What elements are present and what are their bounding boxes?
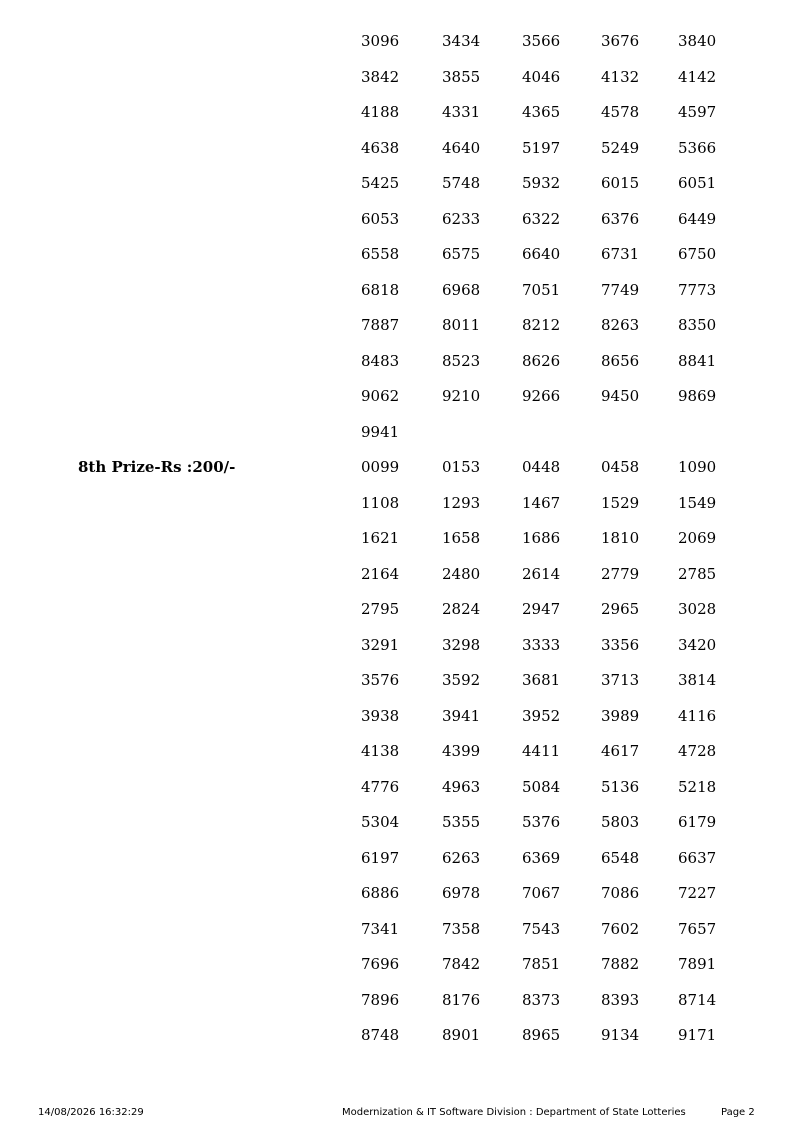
ticket-number: 6322 (522, 210, 561, 228)
ticket-number: 2785 (678, 565, 717, 583)
ticket-number: 1090 (678, 458, 717, 476)
ticket-number: 3420 (678, 636, 717, 654)
ticket-number: 6263 (442, 849, 481, 867)
ticket-number: 8011 (442, 316, 481, 334)
ticket-number: 4188 (361, 103, 400, 121)
ticket-number: 5355 (442, 813, 481, 831)
ticket-number: 2164 (361, 565, 400, 583)
ticket-number: 9941 (361, 423, 400, 441)
ticket-number: 3356 (601, 636, 640, 654)
ticket-number: 7227 (678, 884, 717, 902)
ticket-number: 6637 (678, 849, 717, 867)
ticket-number: 6750 (678, 245, 717, 263)
ticket-number: 6376 (601, 210, 640, 228)
ticket-number: 7891 (678, 955, 717, 973)
ticket-number: 9210 (442, 387, 481, 405)
ticket-number: 9869 (678, 387, 717, 405)
ticket-number: 1108 (361, 494, 400, 512)
ticket-number: 3096 (361, 32, 400, 50)
ticket-number: 8176 (442, 991, 481, 1009)
ticket-number: 8350 (678, 316, 717, 334)
ticket-number: 6015 (601, 174, 640, 192)
ticket-number: 0099 (361, 458, 400, 476)
ticket-number: 3592 (442, 671, 481, 689)
ticket-number: 0153 (442, 458, 481, 476)
ticket-number: 9171 (678, 1026, 717, 1044)
ticket-number: 1658 (442, 529, 481, 547)
ticket-number: 5366 (678, 139, 717, 157)
ticket-number: 6548 (601, 849, 640, 867)
ticket-number: 3291 (361, 636, 400, 654)
ticket-number: 3676 (601, 32, 640, 50)
ticket-number: 5803 (601, 813, 640, 831)
ticket-number: 4331 (442, 103, 481, 121)
ticket-number: 6978 (442, 884, 481, 902)
ticket-number: 8263 (601, 316, 640, 334)
ticket-number: 7543 (522, 920, 561, 938)
ticket-number: 9266 (522, 387, 561, 405)
ticket-number: 5932 (522, 174, 561, 192)
ticket-number: 4617 (601, 742, 640, 760)
ticket-number: 2779 (601, 565, 640, 583)
ticket-number: 5218 (678, 778, 717, 796)
ticket-number: 8212 (522, 316, 561, 334)
ticket-number: 4411 (522, 742, 561, 760)
ticket-number: 3989 (601, 707, 640, 725)
ticket-number: 6369 (522, 849, 561, 867)
ticket-number: 2614 (522, 565, 561, 583)
ticket-number: 0458 (601, 458, 640, 476)
ticket-number: 1810 (601, 529, 640, 547)
ticket-number: 4638 (361, 139, 400, 157)
ticket-number: 0448 (522, 458, 561, 476)
ticket-number: 4963 (442, 778, 481, 796)
ticket-number: 7773 (678, 281, 717, 299)
ticket-number: 4116 (678, 707, 717, 725)
ticket-number: 8656 (601, 352, 640, 370)
ticket-number: 1686 (522, 529, 561, 547)
ticket-number: 8965 (522, 1026, 561, 1044)
ticket-number: 6197 (361, 849, 400, 867)
footer-page-number: Page 2 (721, 1107, 755, 1118)
ticket-number: 3566 (522, 32, 561, 50)
ticket-number: 5748 (442, 174, 481, 192)
ticket-number: 5197 (522, 139, 561, 157)
ticket-number: 4728 (678, 742, 717, 760)
ticket-number: 5249 (601, 139, 640, 157)
ticket-number: 5425 (361, 174, 400, 192)
ticket-number: 3028 (678, 600, 717, 618)
ticket-number: 4046 (522, 68, 561, 86)
prize-heading: 8th Prize-Rs :200/- (78, 458, 236, 476)
ticket-number: 6731 (601, 245, 640, 263)
ticket-number: 3681 (522, 671, 561, 689)
ticket-number: 8714 (678, 991, 717, 1009)
ticket-number: 6640 (522, 245, 561, 263)
footer-division: Modernization & IT Software Division : Department of State Lotteries (342, 1107, 686, 1118)
ticket-number: 4138 (361, 742, 400, 760)
ticket-number: 7341 (361, 920, 400, 938)
ticket-number: 8373 (522, 991, 561, 1009)
ticket-number: 3842 (361, 68, 400, 86)
ticket-number: 8483 (361, 352, 400, 370)
ticket-number: 4132 (601, 68, 640, 86)
ticket-number: 4399 (442, 742, 481, 760)
ticket-number: 9134 (601, 1026, 640, 1044)
ticket-number: 3840 (678, 32, 717, 50)
ticket-number: 8841 (678, 352, 717, 370)
ticket-number: 1467 (522, 494, 561, 512)
ticket-number: 7887 (361, 316, 400, 334)
ticket-number: 1549 (678, 494, 717, 512)
ticket-number: 5376 (522, 813, 561, 831)
ticket-number: 3713 (601, 671, 640, 689)
ticket-number: 3938 (361, 707, 400, 725)
ticket-number: 8748 (361, 1026, 400, 1044)
ticket-number: 3952 (522, 707, 561, 725)
ticket-number: 4142 (678, 68, 717, 86)
ticket-number: 3333 (522, 636, 561, 654)
ticket-number: 7696 (361, 955, 400, 973)
ticket-number: 7086 (601, 884, 640, 902)
ticket-number: 2480 (442, 565, 481, 583)
ticket-number: 8626 (522, 352, 561, 370)
ticket-number: 1621 (361, 529, 400, 547)
footer-timestamp: 14/08/2026 16:32:29 (38, 1107, 144, 1118)
ticket-number: 5084 (522, 778, 561, 796)
ticket-number: 4578 (601, 103, 640, 121)
ticket-number: 2965 (601, 600, 640, 618)
ticket-number: 8523 (442, 352, 481, 370)
ticket-number: 6053 (361, 210, 400, 228)
ticket-number: 2795 (361, 600, 400, 618)
ticket-number: 3298 (442, 636, 481, 654)
ticket-number: 4776 (361, 778, 400, 796)
ticket-number: 2824 (442, 600, 481, 618)
ticket-number: 6575 (442, 245, 481, 263)
ticket-number: 4597 (678, 103, 717, 121)
ticket-number: 7749 (601, 281, 640, 299)
ticket-number: 5136 (601, 778, 640, 796)
ticket-number: 7358 (442, 920, 481, 938)
ticket-number: 7842 (442, 955, 481, 973)
ticket-number: 3576 (361, 671, 400, 689)
ticket-number: 3855 (442, 68, 481, 86)
ticket-number: 7657 (678, 920, 717, 938)
ticket-number: 2947 (522, 600, 561, 618)
ticket-number: 6051 (678, 174, 717, 192)
ticket-number: 6449 (678, 210, 717, 228)
ticket-number: 7051 (522, 281, 561, 299)
ticket-number: 1293 (442, 494, 481, 512)
ticket-number: 4640 (442, 139, 481, 157)
ticket-number: 7896 (361, 991, 400, 1009)
ticket-number: 9062 (361, 387, 400, 405)
ticket-number: 6818 (361, 281, 400, 299)
ticket-number: 6886 (361, 884, 400, 902)
ticket-number: 7067 (522, 884, 561, 902)
ticket-number: 7882 (601, 955, 640, 973)
ticket-number: 4365 (522, 103, 561, 121)
ticket-number: 8901 (442, 1026, 481, 1044)
ticket-number: 5304 (361, 813, 400, 831)
ticket-number: 6968 (442, 281, 481, 299)
ticket-number: 8393 (601, 991, 640, 1009)
ticket-number: 1529 (601, 494, 640, 512)
ticket-number: 6179 (678, 813, 717, 831)
ticket-number: 2069 (678, 529, 717, 547)
ticket-number: 3434 (442, 32, 481, 50)
ticket-number: 6558 (361, 245, 400, 263)
ticket-number: 3814 (678, 671, 717, 689)
ticket-number: 9450 (601, 387, 640, 405)
ticket-number: 7851 (522, 955, 561, 973)
ticket-number: 6233 (442, 210, 481, 228)
ticket-number: 3941 (442, 707, 481, 725)
ticket-number: 7602 (601, 920, 640, 938)
